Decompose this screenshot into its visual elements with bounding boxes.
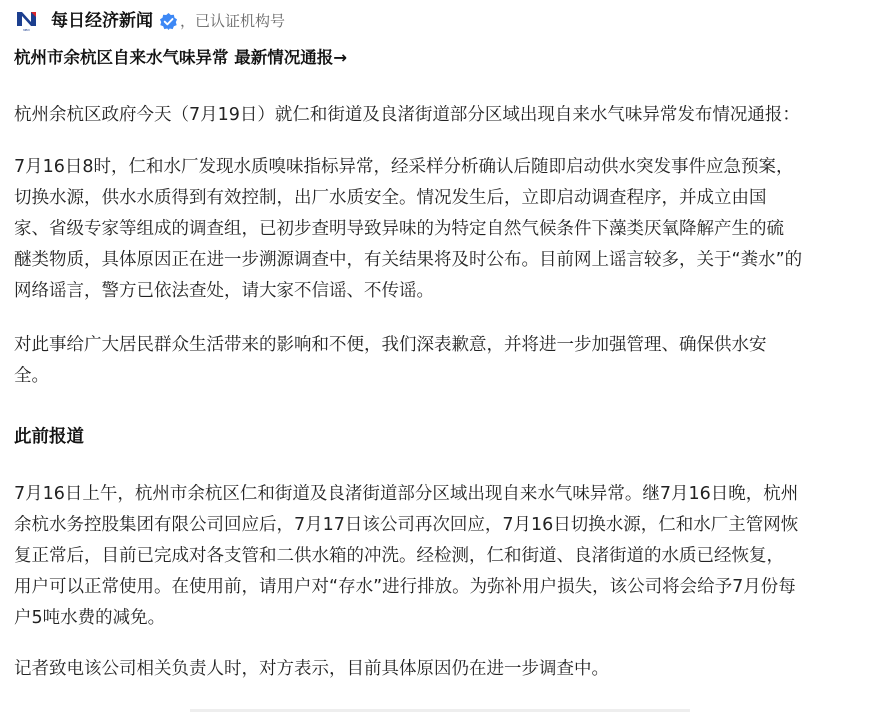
text-line: 户5吨水费的减免。 (14, 608, 166, 628)
text-line: 醚类物质，具体原因正在进一步溯源调查中，有关结果将及时公布。目前网上谣言较多，关于“粪水”的 (14, 250, 803, 270)
account-name[interactable]: 每日经济新闻 (51, 11, 153, 31)
account-header (14, 8, 285, 34)
paragraph-5 (14, 654, 856, 685)
paragraph-3 (14, 330, 856, 392)
text-line: 全。 (14, 366, 49, 386)
text-line: 复正常后，目前已完成对各支管和二供水箱的冲洗。经检测，仁和街道、良渚街道的水质已经恢复， (14, 546, 784, 566)
logo-text: NBD (23, 27, 30, 32)
text-line: 杭州余杭区政府今天（7月19日）就仁和街道及良渚街道部分区域出现自来水气味异常发布情况通报： (14, 105, 800, 125)
text-line: 7月16日8时，仁和水厂发现水质嗅味指标异常，经采样分析确认后随即启动供水突发事件应急预案， (14, 157, 794, 177)
text-line: 网络谣言，警方已依法查处，请大家不信谣、不传谣。 (14, 281, 434, 301)
text-line: 对此事给广大居民群众生活带来的影响和不便，我们深表歉意，并将进一步加强管理、确保供水安 (14, 335, 767, 355)
text-line: 7月16日上午，杭州市余杭区仁和街道及良渚街道部分区域出现自来水气味异常。继7月16日晚，杭州 (14, 484, 799, 504)
paragraph-4 (14, 479, 856, 634)
article-headline[interactable]: 杭州市余杭区自来水气味异常 最新情况通报→ (14, 48, 348, 67)
verified-badge-icon (159, 12, 178, 31)
verified-label: ，已认证机构号 (180, 12, 286, 30)
bottom-divider (190, 709, 690, 712)
text-line: 家、省级专家等组成的调查组，已初步查明导致异味的为特定自然气候条件下藻类厌氧降解产生的硫 (14, 219, 784, 239)
nbd-logo[interactable] (14, 9, 39, 34)
text-line: 用户可以正常使用。在使用前，请用户对“存水”进行排放。为弥补用户损失，该公司将会给予7月份每 (14, 577, 796, 597)
section-title-previous-reports: 此前报道 (14, 427, 84, 447)
text-line: 余杭水务控股集团有限公司回应后，7月17日该公司再次回应，7月16日切换水源，仁和水厂主管网恢 (14, 515, 799, 535)
paragraph-1 (14, 100, 856, 131)
paragraph-2 (14, 152, 856, 307)
text-line: 切换水源，供水水质得到有效控制，出厂水质安全。情况发生后，立即启动调查程序，并成立由国 (14, 188, 767, 208)
text-line: 记者致电该公司相关负责人时，对方表示，目前具体原因仍在进一步调查中。 (14, 659, 609, 679)
